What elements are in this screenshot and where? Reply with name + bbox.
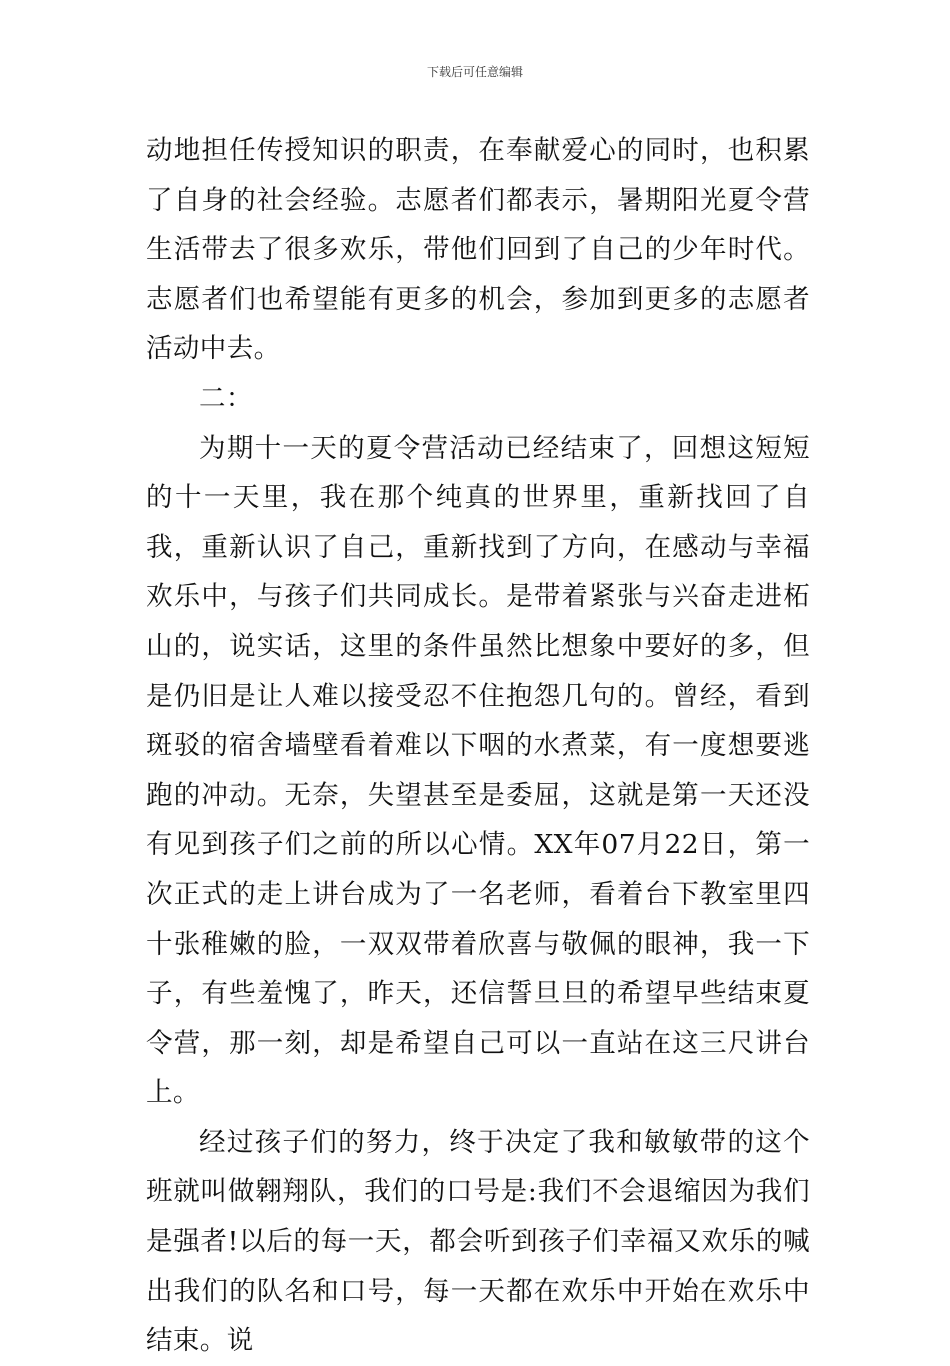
page-header: 下载后可任意编辑 (426, 65, 523, 79)
document-body (146, 126, 810, 1366)
paragraph-continued: 动地担任传授知识的职责，在奉献爱心的同时，也积累了自身的社会经验。志愿者们都表示，暑期阳光夏令营生活带去了很多欢乐，带他们回到了自己的少年时代。志愿者们也希望能有更多的机会，参加到更多的志愿者活动中去。 (146, 135, 810, 365)
section-heading: 二： (199, 382, 253, 414)
paragraph: 为期十一天的夏令营活动已经结束了，回想这短短的十一天里，我在那个纯真的世界里，重新找回了自我，重新认识了自己，重新找到了方向，在感动与幸福欢乐中，与孩子们共同成长。是带着紧张与兴奋走进柘山的，说实话，这里的条件虽然比想象中要好的多，但是仍旧是让人难以接受忍不住抱怨几句的。曾经，看到斑驳的宿舍墙壁看着难以下咽的水煮菜，有一度想要逃跑的冲动。无奈，失望甚至是委屈，这就是第一天还没有见到孩子们之前的所以心情。XX年07月22日，第一次正式的走上讲台成为了一名老师，看着台下教室里四十张稚嫩的脸，一双双带着欣喜与敬佩的眼神，我一下子，有些羞愧了，昨天，还信誓旦旦的希望早些结束夏令营，那一刻，却是希望自己可以一直站在这三尺讲台上。 (146, 432, 810, 1109)
paragraph: 经过孩子们的努力，终于决定了我和敏敏带的这个班就叫做翱翔队，我们的口号是:我们不会退缩因为我们是强者!以后的每一天，都会听到孩子们幸福又欢乐的喊出我们的队名和口号，每一天都在欢乐中开始在欢乐中结束。说 (146, 1126, 810, 1357)
